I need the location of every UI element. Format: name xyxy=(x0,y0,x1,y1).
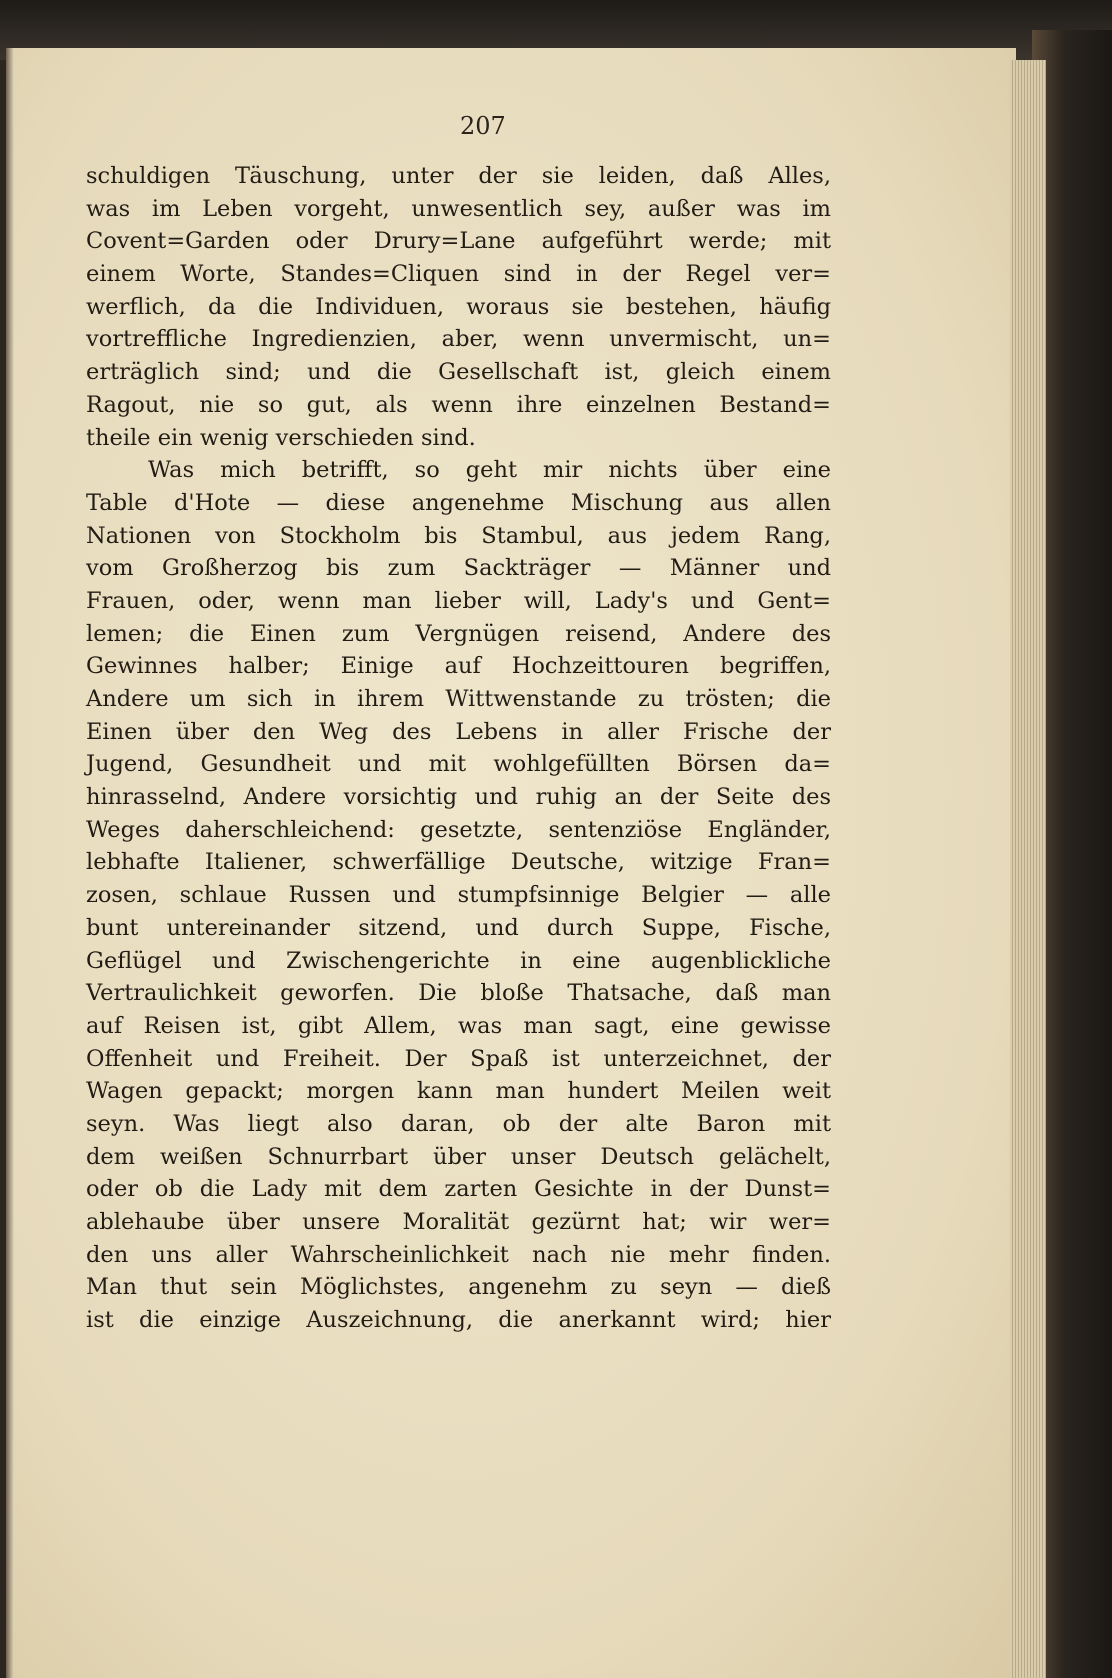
text-line: was im Leben vorgeht, unwesentlich sey, außer was im xyxy=(86,195,831,222)
text-line: zosen, schlaue Russen und stumpfsinnige Belgier — alle xyxy=(86,882,831,909)
page-stack-edge xyxy=(1010,60,1046,1678)
text-line: Geflügel und Zwischengerichte in eine augenblickliche xyxy=(86,947,831,974)
text-line: vom Großherzog bis zum Sackträger — Männer und xyxy=(86,555,831,582)
text-line: auf Reisen ist, gibt Allem, was man sagt, eine gewisse xyxy=(86,1012,831,1039)
text-line: Frauen, oder, wenn man lieber will, Lady's und Gent= xyxy=(86,587,831,614)
text-line: lemen; die Einen zum Vergnügen reisend, Andere des xyxy=(86,620,831,647)
text-line: hinrasselnd, Andere vorsichtig und ruhig an der Seite des xyxy=(86,784,831,811)
text-line: erträglich sind; und die Gesellschaft ist, gleich einem xyxy=(86,359,831,386)
text-line: bunt untereinander sitzend, und durch Suppe, Fische, xyxy=(86,914,831,941)
text-line: dem weißen Schnurrbart über unser Deutsch gelächelt, xyxy=(86,1143,831,1170)
text-line: Covent=Garden oder Drury=Lane aufgeführt werde; mit xyxy=(86,228,831,255)
text-line: den uns aller Wahrscheinlichkeit nach nie mehr finden. xyxy=(86,1241,831,1268)
text-line: oder ob die Lady mit dem zarten Gesichte in der Dunst= xyxy=(86,1176,831,1203)
text-line: Ragout, nie so gut, als wenn ihre einzelnen Bestand= xyxy=(86,391,831,418)
text-line: Offenheit und Freiheit. Der Spaß ist unterzeichnet, der xyxy=(86,1045,831,1072)
text-line: seyn. Was liegt also daran, ob der alte Baron mit xyxy=(86,1110,831,1137)
text-line: Jugend, Gesundheit und mit wohlgefüllten Börsen da= xyxy=(86,751,831,778)
text-line: ablehaube über unsere Moralität gezürnt hat; wir wer= xyxy=(86,1209,831,1235)
text-line: vortreffliche Ingredienzien, aber, wenn unvermischt, un= xyxy=(86,326,831,353)
text-line: theile ein wenig verschieden sind. xyxy=(86,424,476,451)
text-line: Wagen gepackt; morgen kann man hundert Meilen weit xyxy=(86,1078,831,1105)
text-line: schuldigen Täuschung, unter der sie leiden, daß Alles, xyxy=(86,163,831,189)
page-number: 207 xyxy=(460,112,506,140)
body-text xyxy=(86,160,831,1337)
text-line: Andere um sich in ihrem Wittwenstande zu trösten; die xyxy=(86,686,831,712)
text-line: Table d'Hote — diese angenehme Mischung aus allen xyxy=(86,489,831,516)
text-line: Man thut sein Möglichstes, angenehm zu seyn — dieß xyxy=(86,1274,831,1301)
text-line: Was mich betrifft, so geht mir nichts über eine xyxy=(148,457,831,484)
page-binding xyxy=(6,48,14,1678)
text-line: Weges daherschleichend: gesetzte, sentenziöse Engländer, xyxy=(86,816,831,843)
text-line: Vertraulichkeit geworfen. Die bloße Thatsache, daß man xyxy=(86,980,831,1007)
text-line: Einen über den Weg des Lebens in aller Frische der xyxy=(86,718,831,745)
text-line: werflich, da die Individuen, woraus sie bestehen, häufig xyxy=(86,293,831,320)
text-line: lebhafte Italiener, schwerfällige Deutsche, witzige Fran= xyxy=(86,849,831,876)
text-line: Gewinnes halber; Einige auf Hochzeittouren begriffen, xyxy=(86,653,831,680)
text-line: Nationen von Stockholm bis Stambul, aus jedem Rang, xyxy=(86,522,831,549)
text-line: einem Worte, Standes=Cliquen sind in der Regel ver= xyxy=(86,261,831,288)
text-line: ist die einzige Auszeichnung, die anerkannt wird; hier xyxy=(86,1307,831,1334)
